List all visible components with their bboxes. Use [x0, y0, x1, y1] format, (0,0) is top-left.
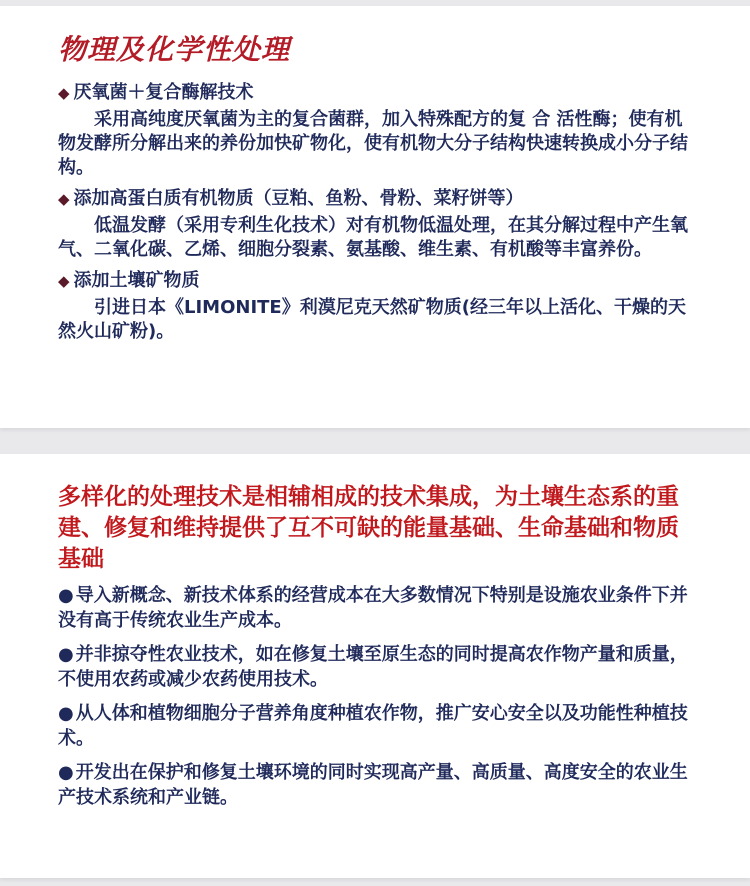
- diamond-bullet-icon: ◆: [58, 190, 70, 208]
- diamond-bullet-icon: ◆: [58, 84, 70, 102]
- bullet-dot-icon: ●: [58, 703, 74, 724]
- list-item: [58, 701, 694, 751]
- list-item-text: 从人体和植物细胞分子营养角度种植农作物，推广安心安全以及功能性种植技术。: [58, 703, 688, 749]
- section-text-anaerobic: 采用高纯度厌氧菌为主的复合菌群，加入特殊配方的复 合 活性酶；使有机物发酵所分解出来的养份加快矿物化，使有机物大分子结构快速转换成小分子结构。: [58, 109, 688, 178]
- bullet-dot-icon: ●: [58, 585, 74, 606]
- treatment-card: [0, 6, 750, 428]
- list-item-text: 开发出在保护和修复土壤环境的同时实现高产量、高质量、高度安全的农业生产技术系统和产业链。: [58, 762, 688, 808]
- list-item: [58, 760, 694, 810]
- section-text-protein: 低温发酵（采用专利生化技术）对有机物低温处理，在其分解过程中产生氧气、二氧化碳、乙烯、细胞分裂素、氨基酸、维生素、有机酸等丰富养份。: [58, 215, 688, 260]
- diamond-bullet-icon: ◆: [58, 272, 70, 290]
- list-item-text: 导入新概念、新技术体系的经营成本在大多数情况下特别是设施农业条件下并没有高于传统农业生产成本。: [58, 585, 688, 631]
- section-heading-label: 添加土壤矿物质: [73, 270, 200, 291]
- section-heading-protein: [58, 186, 692, 212]
- list-item: [58, 642, 694, 692]
- section-heading-minerals: [58, 268, 692, 294]
- bullet-dot-icon: ●: [58, 762, 74, 783]
- list-item: [58, 583, 694, 633]
- list-item-text: 并非掠夺性农业技术，如在修复土壤至原生态的同时提高农作物产量和质量，不使用农药或减少农药使用技术。: [58, 644, 688, 690]
- section-heading-label: 添加高蛋白质有机物质（豆粕、鱼粉、骨粉、菜籽饼等）: [73, 188, 524, 209]
- card-title: 物理及化学性处理: [58, 33, 291, 66]
- section-text-minerals: 引进日本《LIMONITE》利漠尼克天然矿物质(经三年以上活化、干燥的天然火山矿粉)。: [58, 297, 686, 342]
- section-heading-label: 厌氧菌＋复合酶解技术: [73, 82, 254, 103]
- integration-card: [0, 454, 750, 878]
- card-title: 多样化的处理技术是相辅相成的技术集成，为土壤生态系的重建、修复和维持提供了互不可缺的能量基础、生命基础和物质基础: [58, 484, 679, 572]
- section-heading-anaerobic: [58, 80, 692, 106]
- bullet-dot-icon: ●: [58, 644, 74, 665]
